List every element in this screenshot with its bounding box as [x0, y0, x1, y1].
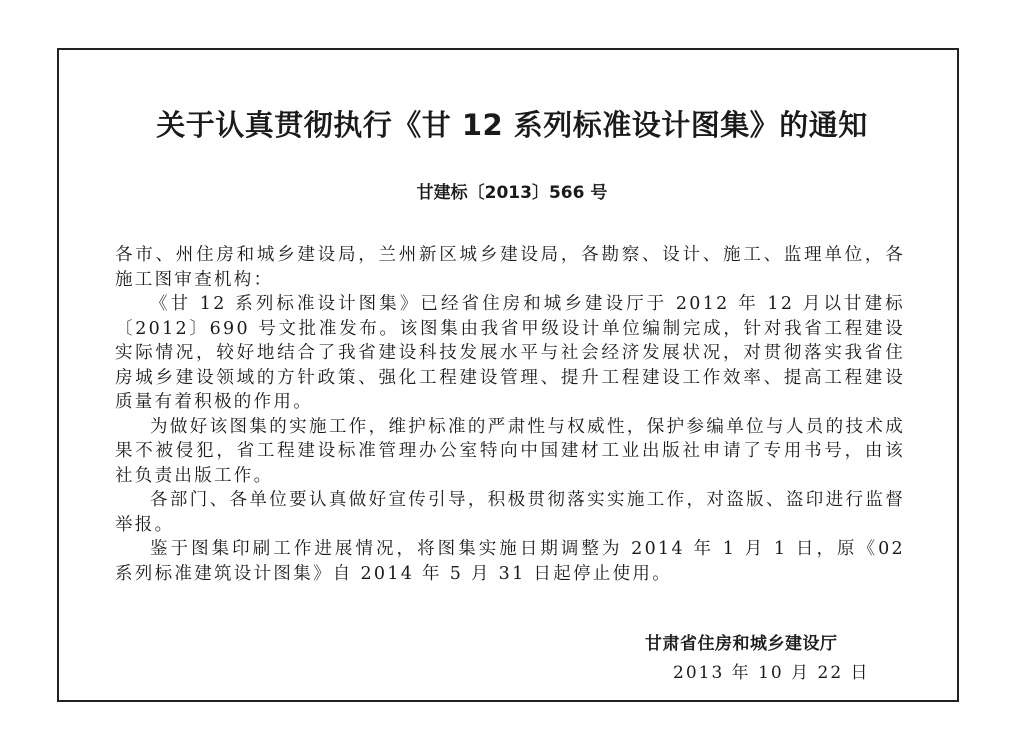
paragraph-1: 《甘 12 系列标准设计图集》已经省住房和城乡建设厅于 2012 年 12 月以甘建标〔2012〕690 号文批准发布。该图集由我省甲级设计单位编制完成，针对我省工程建设实际情况，较好地结合了我省建设科技发展水平与社会经济发展状况，对贯彻落实我省住房城乡建设领域的方针政策、强化工程建设管理、提升工程建设工作效率、提高工程建设质量有着积极的作用。 [115, 294, 905, 412]
paragraph-3: 各部门、各单位要认真做好宣传引导，积极贯彻落实实施工作，对盗版、盗印进行监督举报。 [115, 490, 905, 535]
notice-title: 关于认真贯彻执行《甘 12 系列标准设计图集》的通知 [156, 108, 868, 142]
issue-date: 2013 年 10 月 22 日 [673, 663, 870, 683]
paragraph-4: 鉴于图集印刷工作进展情况，将图集实施日期调整为 2014 年 1 月 1 日，原《02 系列标准建筑设计图集》自 2014 年 5 月 31 日起停止使用。 [115, 539, 905, 584]
paragraph-2: 为做好该图集的实施工作，维护标准的严肃性与权威性，保护参编单位与人员的技术成果不被侵犯，省工程建设标准管理办公室特向中国建材工业出版社申请了专用书号，由该社负责出版工作。 [115, 416, 905, 486]
document-number: 甘建标〔2013〕566 号 [416, 183, 608, 203]
addressees: 各市、州住房和城乡建设局，兰州新区城乡建设局，各勘察、设计、施工、监理单位，各施工图审查机构： [115, 245, 905, 290]
issuing-authority: 甘肃省住房和城乡建设厅 [645, 634, 838, 654]
notice-body [115, 243, 905, 586]
